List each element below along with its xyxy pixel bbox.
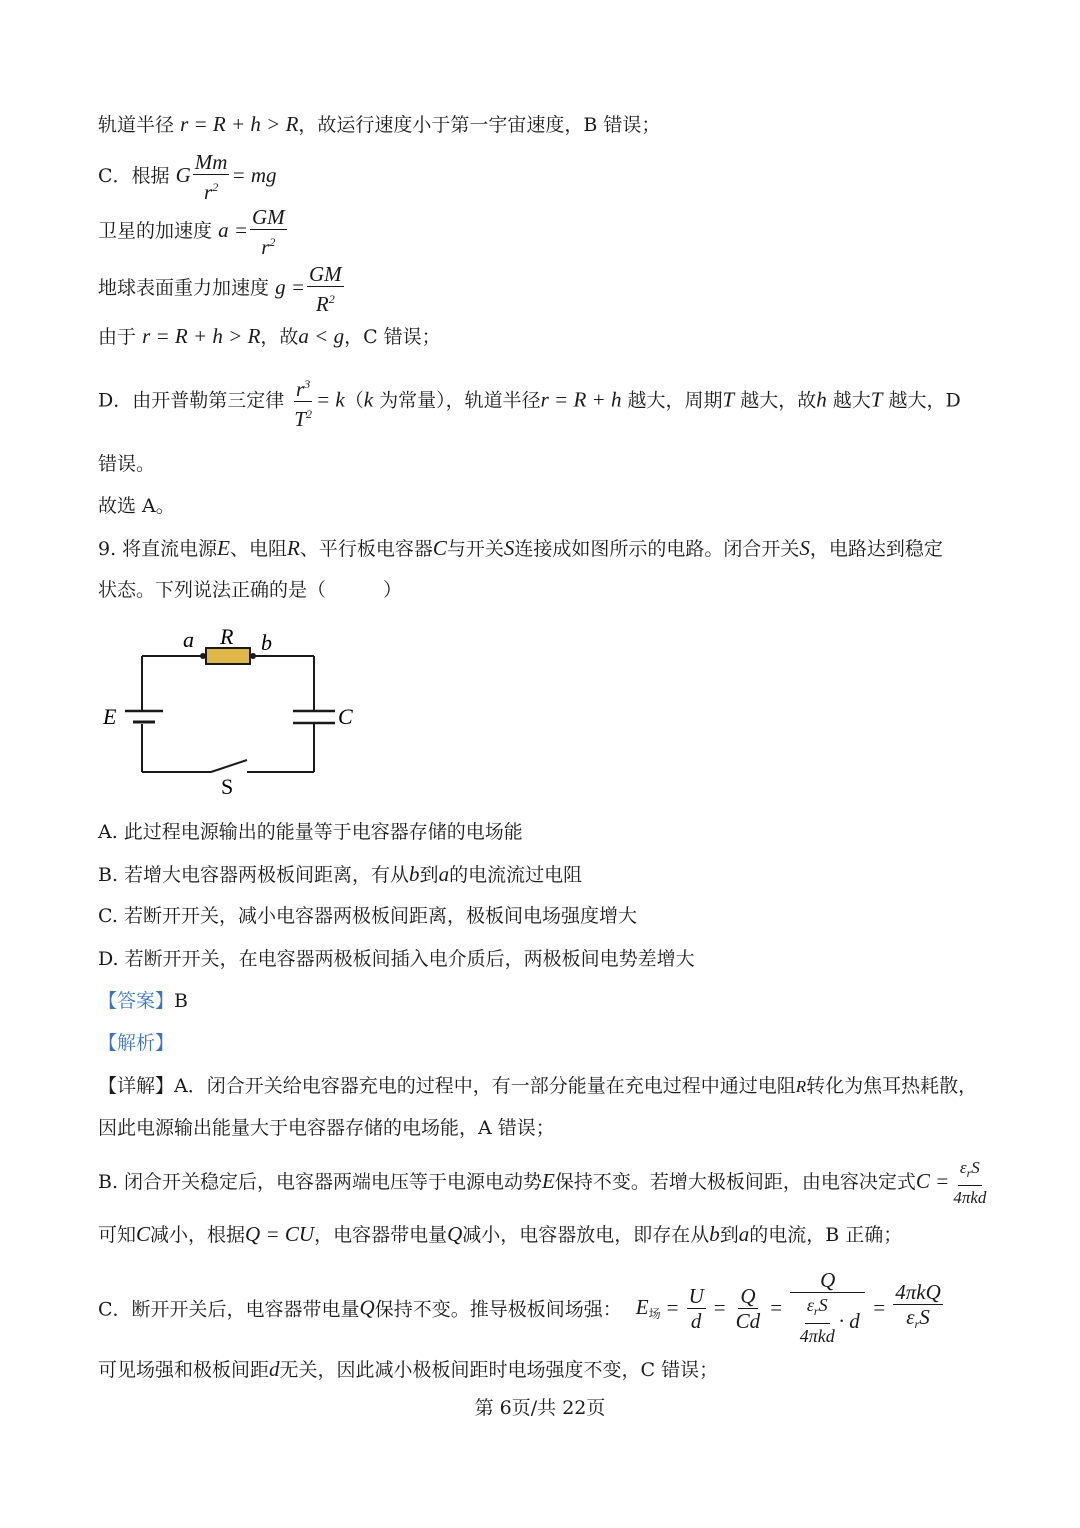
text: 转化为焦耳热耗散，: [806, 1075, 978, 1097]
text: 、电阻: [230, 538, 288, 560]
circuit-diagram: [95, 620, 375, 805]
numerator: ε: [806, 1295, 814, 1315]
label-c: C: [338, 704, 353, 729]
answer-value: B: [174, 990, 188, 1012]
formula: a < g: [298, 324, 345, 348]
formula: r = R + h: [540, 387, 622, 412]
numerator: Mm: [194, 150, 228, 174]
fraction: $\frac{GM}{R^2}$: [308, 262, 342, 316]
formula: E: [217, 536, 230, 560]
formula: T: [722, 387, 735, 412]
formula: E: [542, 1169, 555, 1193]
formula: S: [503, 536, 515, 560]
formula: R: [795, 1077, 807, 1096]
text: 保持不变。推导极板间场强：: [374, 1298, 622, 1321]
text: A．闭合开关给电容器充电的过程中，有一部分能量在充电过程中通过电阻: [174, 1075, 796, 1097]
label-s: S: [221, 774, 234, 799]
page-footer: 第 6页/共 22页: [474, 1397, 606, 1419]
formula: b: [409, 862, 420, 886]
text: B. 若增大电容器两极板间距离，有从: [98, 864, 410, 886]
text-line: [98, 205, 289, 259]
switch-lever: [211, 760, 247, 772]
denominator: T: [294, 407, 306, 431]
numerator: GM: [308, 262, 342, 286]
formula: Q = CU: [245, 1222, 315, 1246]
text-line: [98, 372, 961, 431]
explanation-b: [98, 1220, 902, 1249]
text: 连接成如图所示的电路。闭合开关: [514, 538, 800, 560]
numerator: ε: [959, 1158, 967, 1177]
fraction: [734, 1284, 763, 1333]
numerator: r: [296, 377, 305, 401]
text: 卫星的加速度: [98, 220, 213, 242]
text: 的电流，B 正确；: [749, 1224, 903, 1246]
text: 地球表面重力加速度: [98, 277, 270, 299]
node-a: [200, 653, 206, 659]
option-d: D. 若断开开关，在电容器两极板间插入电介质后，两极板间电势差增大: [98, 948, 695, 970]
text: C．根据: [98, 165, 170, 187]
text-line: [98, 110, 660, 139]
label-r: R: [220, 624, 234, 649]
explanation-c: [98, 1355, 718, 1384]
option-b: [98, 860, 582, 889]
question-stem: 状态。下列说法正确的是（ ）: [98, 579, 403, 601]
text: D．由开普勒第三定律: [98, 389, 285, 412]
resistor: [206, 648, 250, 664]
numerator: S: [971, 1158, 980, 1177]
formula: C: [432, 536, 447, 560]
fraction: [687, 1284, 706, 1333]
node-b: [250, 653, 256, 659]
explanation-a: 因此电源输出能量大于电容器存储的电场能，A 错误；: [98, 1117, 555, 1139]
text: 由于: [98, 326, 137, 348]
text: ，故运行速度小于第一宇宙速度，B 错误；: [298, 114, 661, 136]
denominator: r: [204, 180, 213, 204]
formula: T: [870, 387, 883, 412]
text: C．断开开关后，电容器带电量: [98, 1298, 360, 1321]
explanation-b: [98, 1156, 990, 1210]
formula: S: [799, 536, 810, 560]
subscript: 场: [648, 1306, 661, 1321]
formula: a =: [218, 218, 248, 242]
text: 越大，周期: [621, 389, 723, 412]
text-line: 故选 A。: [98, 495, 175, 517]
text-line: [98, 262, 346, 316]
explanation-c: C．断开开关后，电容器带电量Q保持不变。推导极板间场强： $E_场$ = $\frac{U}{d}$ = $\frac{Q}{Cd}$ = Q $\frac{\varepsilon_rS}{\text{4πkd}}$ · d = $\frac{\text{4πkQ}}{\varepsilon_rS}$: [98, 1268, 941, 1346]
numerator: GM: [251, 205, 285, 229]
option-c: C. 若断开开关，减小电容器两极板间距离，极板间电场强度增大: [98, 905, 637, 927]
text: 保持不变。若增大极板间距，由电容决定式: [554, 1171, 916, 1193]
text-line: [98, 322, 441, 351]
formula: [636, 1295, 661, 1319]
numerator: Q: [790, 1268, 865, 1293]
detail-tag: 【详解】: [98, 1075, 175, 1097]
formula: a: [738, 1222, 750, 1246]
label-b: b: [261, 630, 272, 655]
label-a: a: [183, 627, 194, 652]
text: ，电容器带电量: [314, 1224, 448, 1246]
formula: r = R + h > R: [180, 112, 299, 136]
formula: a: [438, 862, 450, 886]
text: 9. 将直流电源: [98, 538, 218, 560]
formula: · d: [838, 1308, 860, 1333]
text: 到: [419, 864, 439, 886]
formula: R: [287, 536, 300, 560]
formula: Q: [447, 1222, 463, 1246]
numerator: Q: [740, 1283, 756, 1308]
formula: C =: [915, 1169, 950, 1193]
formula: h: [816, 387, 827, 412]
formula: b: [709, 1222, 720, 1246]
formula: E: [635, 1294, 649, 1319]
label-e: E: [103, 704, 117, 729]
numerator: U: [688, 1283, 704, 1308]
option-a: A. 此过程电源输出的能量等于电容器存储的电场能: [98, 821, 523, 843]
text: 到: [719, 1224, 739, 1246]
text: 无关，因此减小极板间距时电场强度不变，C 错误；: [279, 1359, 719, 1381]
explanation-a: [98, 1072, 977, 1101]
text: 轨道半径: [98, 114, 175, 136]
fraction: $\frac{GM}{r^2}$: [251, 205, 285, 259]
fraction: Q $\frac{\varepsilon_rS}{\text{4πkd}}$ · d: [790, 1268, 865, 1348]
formula: g =: [275, 275, 305, 299]
answer-tag: 【答案】: [98, 990, 175, 1012]
text: 减小，根据: [150, 1224, 246, 1246]
text: 越大，D: [882, 389, 961, 412]
text: 为常量），轨道半径: [373, 389, 541, 412]
denominator: d: [690, 1308, 702, 1333]
answer-line: [98, 987, 188, 1015]
denominator: Cd: [735, 1308, 761, 1333]
text: ，故: [260, 326, 299, 348]
text: B. 闭合开关稳定后，电容器两端电压等于电源电动势: [98, 1171, 543, 1193]
fraction: $\frac{\text{4πkQ}}{\varepsilon_rS}$: [895, 1280, 941, 1331]
formula: Q: [359, 1295, 375, 1320]
text: ，C 错误；: [344, 326, 441, 348]
denominator: S: [919, 1305, 930, 1329]
text: 的电流流过电阻: [449, 864, 583, 886]
question-stem: [98, 534, 943, 563]
denominator: r: [261, 235, 270, 259]
formula: C: [136, 1222, 151, 1246]
text-line: 错误。: [98, 453, 156, 475]
formula: r = R + h > R: [142, 324, 261, 348]
text: 、平行板电容器: [299, 538, 433, 560]
text: 可知: [98, 1224, 137, 1246]
numerator: 4πkQ: [895, 1280, 941, 1304]
formula: G: [175, 163, 191, 187]
denominator: R: [315, 292, 329, 316]
text: 可见场强和极板间距: [98, 1359, 270, 1381]
denominator: 4πkd: [953, 1188, 987, 1207]
denominator: 4πkd: [799, 1326, 835, 1346]
fraction: $\frac{Mm}{r^2}$: [194, 150, 228, 204]
text: 与开关: [446, 538, 504, 560]
text-line: [98, 150, 277, 204]
text: （: [344, 389, 364, 412]
formula: = k: [315, 387, 345, 412]
text: ，电路达到稳定: [809, 538, 943, 560]
fraction: $\frac{\varepsilon_rS}{\text{4πkd}}$: [951, 1156, 988, 1210]
formula: = mg: [231, 163, 277, 187]
formula: k: [363, 387, 374, 412]
analysis-tag: 【解析】: [98, 1032, 175, 1054]
denominator: ε: [906, 1305, 915, 1329]
formula: d: [269, 1357, 280, 1381]
fraction: $\frac{r^3}{T^2}$: [292, 372, 314, 431]
text: 越大: [826, 389, 871, 412]
text: 减小，电容器放电，即存在从: [462, 1224, 710, 1246]
text: 越大，故: [734, 389, 817, 412]
numerator: S: [818, 1295, 828, 1315]
